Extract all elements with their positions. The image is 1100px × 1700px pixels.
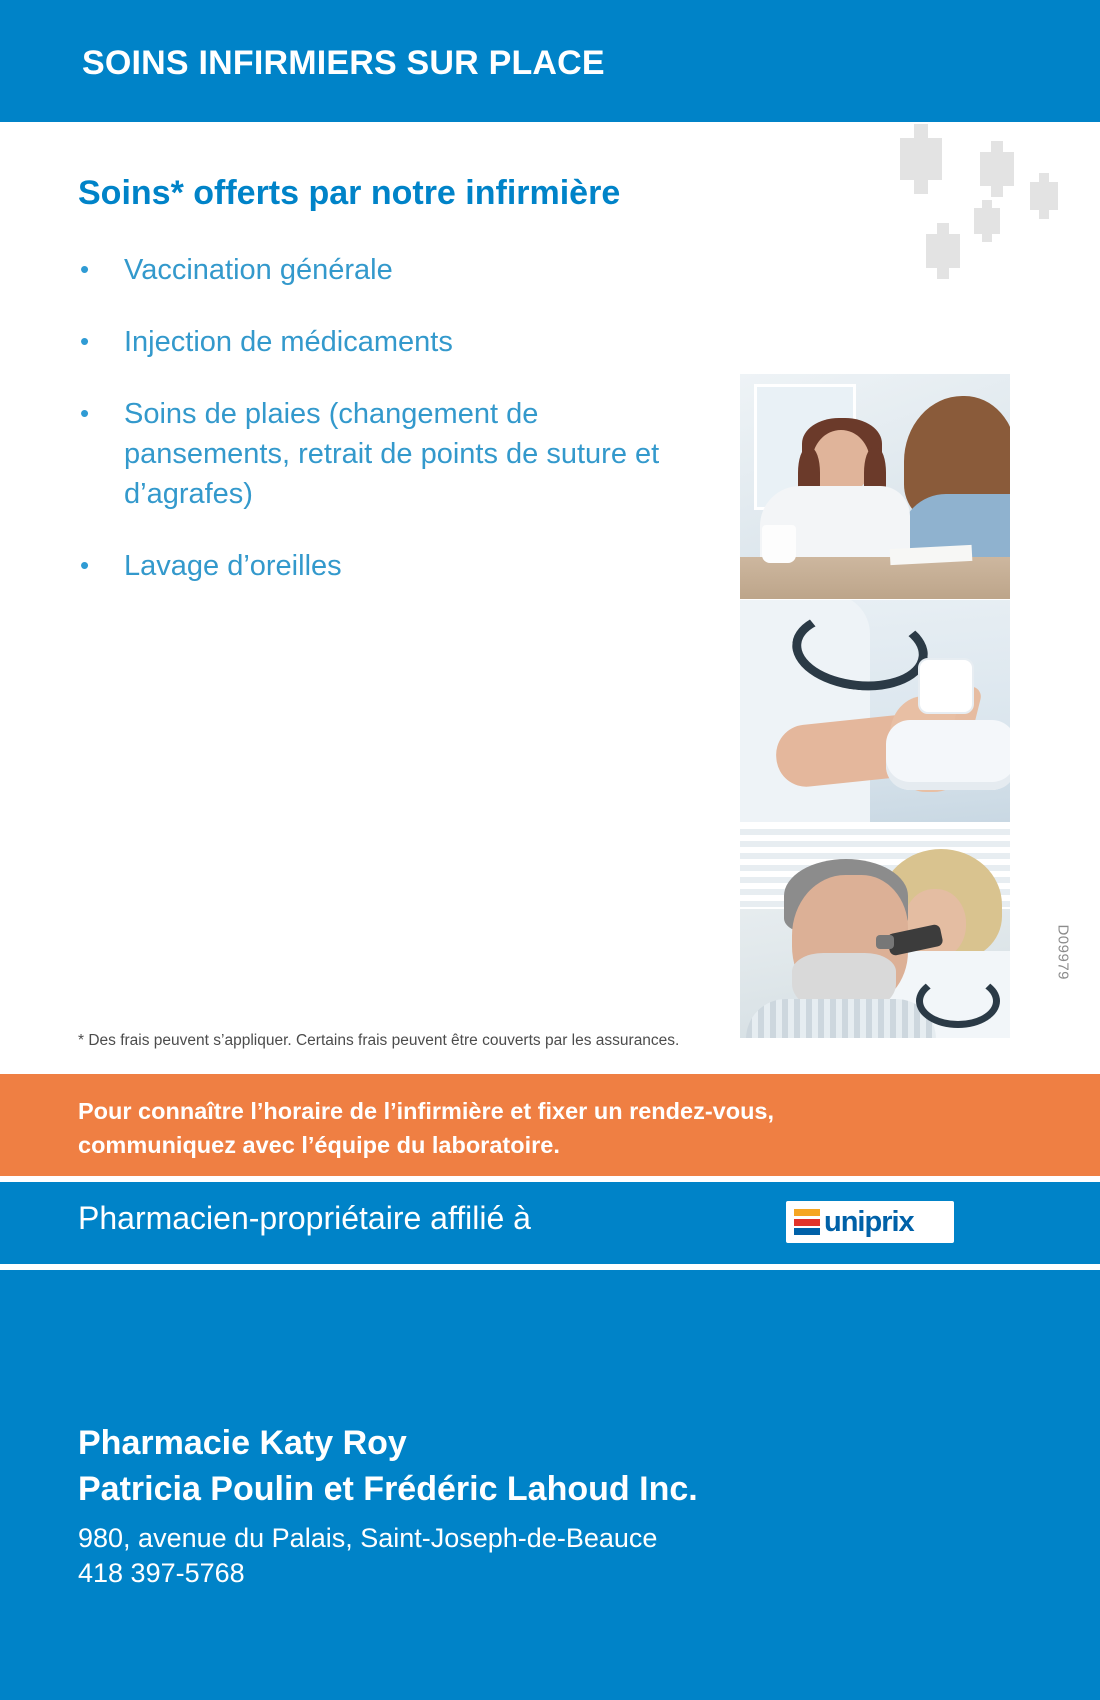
bullet-icon: • bbox=[80, 326, 90, 356]
list-item-label: Lavage d’oreilles bbox=[124, 550, 342, 582]
callout-band bbox=[0, 1074, 1100, 1176]
footer-band bbox=[0, 1270, 1100, 1700]
header-band bbox=[0, 0, 1100, 122]
list-item-label: Soins de plaies (changement de pansements, retrait de points de suture et d’agrafes) bbox=[124, 398, 660, 510]
list-item bbox=[78, 250, 678, 290]
services-list bbox=[78, 250, 678, 618]
affiliation-band bbox=[0, 1182, 1100, 1264]
list-item-label: Vaccination générale bbox=[124, 254, 393, 286]
list-item bbox=[78, 394, 678, 514]
page-title: SOINS INFIRMIERS SUR PLACE bbox=[82, 44, 605, 82]
list-item-label: Injection de médicaments bbox=[124, 326, 453, 358]
photo-wound-bandage bbox=[740, 600, 1010, 822]
section-title: Soins* offerts par notre infirmière bbox=[78, 174, 621, 212]
decorative-crosses-icon bbox=[870, 130, 1090, 280]
affiliation-label: Pharmacien-propriétaire affilié à bbox=[78, 1200, 531, 1236]
bullet-icon: • bbox=[80, 398, 90, 428]
document-code: D09979 bbox=[1055, 924, 1072, 980]
uniprix-bars-icon bbox=[794, 1209, 820, 1235]
callout-line-2: communiquez avec l’équipe du laboratoire. bbox=[78, 1132, 560, 1158]
footnote: * Des frais peuvent s’appliquer. Certains frais peuvent être couverts par les assurances. bbox=[78, 1032, 680, 1049]
list-item bbox=[78, 546, 678, 586]
pharmacy-address: 980, avenue du Palais, Saint-Joseph-de-Beauce bbox=[78, 1523, 658, 1553]
pharmacy-phone: 418 397-5768 bbox=[78, 1558, 245, 1588]
photo-ear-exam bbox=[740, 823, 1010, 1038]
callout-line-1: Pour connaître l’horaire de l’infirmière et fixer un rendez-vous, bbox=[78, 1098, 775, 1124]
list-item bbox=[78, 322, 678, 362]
bullet-icon: • bbox=[80, 254, 90, 284]
bullet-icon: • bbox=[80, 550, 90, 580]
callout-text bbox=[78, 1094, 1038, 1162]
main-content bbox=[0, 122, 1100, 1074]
uniprix-wordmark: uniprix bbox=[824, 1205, 914, 1238]
pharmacy-name-line-1: Pharmacie Katy Roy bbox=[78, 1424, 407, 1462]
photo-nurse-consultation bbox=[740, 374, 1010, 599]
uniprix-logo bbox=[786, 1201, 954, 1243]
pharmacy-name-line-2: Patricia Poulin et Frédéric Lahoud Inc. bbox=[78, 1470, 698, 1508]
pharmacy-name bbox=[78, 1420, 698, 1512]
